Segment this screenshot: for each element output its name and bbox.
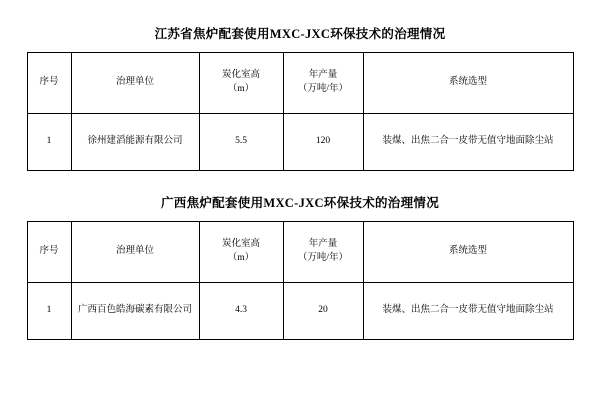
table-row	[27, 283, 573, 340]
header-annual-output-unit: （万吨/年）	[297, 84, 349, 94]
header-chamber-height	[199, 222, 283, 283]
header-annual-output-main: 年产量	[308, 239, 338, 250]
header-system-type: 系统选型	[363, 222, 573, 283]
table-header-row	[27, 222, 573, 283]
cell-chamber-height: 5.5	[199, 114, 283, 171]
document-section-jiangsu	[26, 18, 574, 171]
table-header-row	[27, 53, 573, 114]
section-title-jiangsu: 江苏省焦炉配套使用MXC-JXC环保技术的治理情况	[154, 27, 446, 41]
document-section-guangxi	[26, 187, 574, 340]
cell-annual-output: 20	[283, 283, 363, 340]
cell-system-type: 装煤、出焦二合一皮带无值守地面除尘站	[363, 114, 573, 171]
cell-index: 1	[27, 283, 71, 340]
header-index: 序号	[27, 222, 71, 283]
section-title-guangxi: 广西焦炉配套使用MXC-JXC环保技术的治理情况	[160, 196, 440, 210]
header-chamber-height-main: 炭化室高	[221, 70, 260, 81]
header-unit: 治理单位	[71, 53, 199, 114]
cell-index: 1	[27, 114, 71, 171]
header-chamber-height-unit: （m）	[227, 84, 255, 94]
header-chamber-height-main: 炭化室高	[221, 239, 260, 250]
header-chamber-height-unit: （m）	[227, 253, 255, 263]
cell-chamber-height: 4.3	[199, 283, 283, 340]
table-row	[27, 114, 573, 171]
header-system-type: 系统选型	[363, 53, 573, 114]
header-index: 序号	[27, 53, 71, 114]
cell-unit: 广西百色皓海碳素有限公司	[71, 283, 199, 340]
cell-unit: 徐州建滔能源有限公司	[71, 114, 199, 171]
header-chamber-height	[199, 53, 283, 114]
header-annual-output	[283, 53, 363, 114]
cell-system-type: 装煤、出焦二合一皮带无值守地面除尘站	[363, 283, 573, 340]
header-annual-output-unit: （万吨/年）	[297, 253, 349, 263]
header-annual-output-main: 年产量	[308, 70, 338, 81]
table-guangxi	[27, 221, 574, 340]
header-annual-output	[283, 222, 363, 283]
header-unit: 治理单位	[71, 222, 199, 283]
cell-annual-output: 120	[283, 114, 363, 171]
table-jiangsu	[27, 52, 574, 171]
